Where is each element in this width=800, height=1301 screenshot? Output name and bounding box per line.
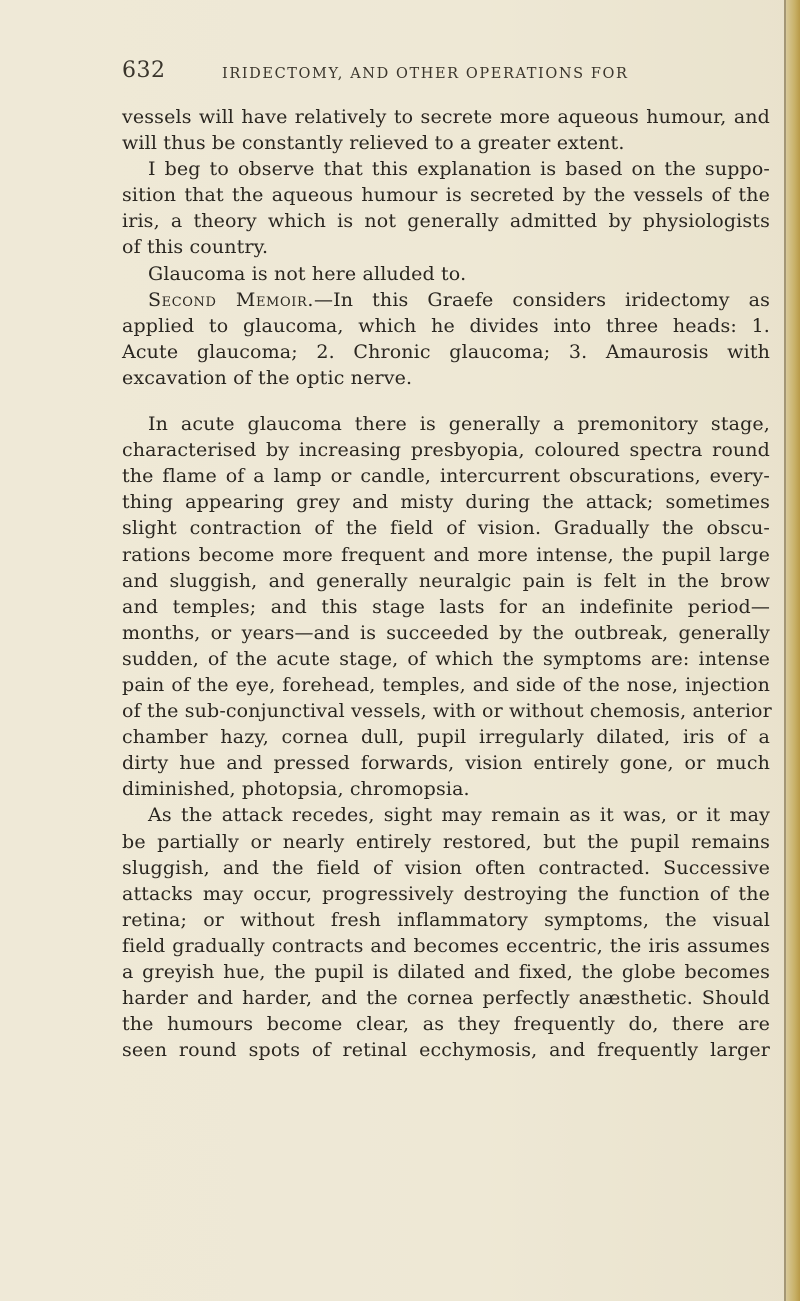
text-line: and sluggish, and generally neuralgic pain is felt in the brow (122, 569, 770, 592)
text-line: months, or years—and is succeeded by the outbreak, generally (122, 621, 770, 644)
text-line: Acute glaucoma; 2. Chronic glaucoma; 3. Amaurosis with (122, 340, 770, 363)
text-line: slight contraction of the field of vision. Gradually the obscu- (122, 517, 770, 540)
text-line: of the sub-conjunctival vessels, with or without chemosis, anterior (122, 700, 772, 723)
text-line: excavation of the optic nerve. (122, 366, 413, 389)
text-line: sition that the aqueous humour is secreted by the vessels of the (122, 184, 770, 207)
text-line: applied to glaucoma, which he divides into three heads: 1. (122, 314, 770, 337)
text-line: retina; or without fresh inflammatory symptoms, the visual (122, 908, 770, 931)
text-line: will thus be constantly relieved to a greater extent. (122, 132, 625, 155)
text-line: sudden, of the acute stage, of which the symptoms are: intense (122, 647, 770, 670)
text-line: vessels will have relatively to secrete more aqueous humour, and (122, 106, 770, 128)
text-line: harder and harder, and the cornea perfectly anæsthetic. Should (122, 987, 770, 1010)
running-head: IRIDECTOMY, AND OTHER OPERATIONS FOR (222, 66, 629, 82)
text-line: thing appearing grey and misty during the attack; sometimes (122, 491, 770, 514)
text-line-second-memoir (122, 287, 770, 313)
second-memoir-text: —In this Graefe considers iridectomy as (314, 288, 770, 311)
text-line: iris, a theory which is not generally admitted by physiologists (122, 210, 770, 233)
text-line: the humours become clear, as they frequently do, there are (122, 1013, 770, 1036)
text-line: In acute glaucoma there is generally a premonitory stage, (148, 413, 770, 436)
text-line: dirty hue and pressed forwards, vision entirely gone, or much (122, 752, 770, 775)
text-line: chamber hazy, cornea dull, pupil irregularly dilated, iris of a (122, 726, 770, 749)
page-header (122, 58, 762, 92)
text-line: characterised by increasing presbyopia, coloured spectra round (122, 439, 770, 462)
page-number: 632 (122, 58, 166, 83)
second-memoir-heading: Second Memoir. (148, 288, 314, 311)
paragraph-gap (122, 391, 770, 411)
text-line: be partially or nearly entirely restored, but the pupil remains (122, 830, 770, 853)
text-line: a greyish hue, the pupil is dilated and fixed, the globe becomes (122, 961, 770, 983)
text-line: field gradually contracts and becomes eccentric, the iris assumes (122, 934, 770, 957)
text-line: diminished, photopsia, chromopsia. (122, 778, 470, 801)
text-line: As the attack recedes, sight may remain as it was, or it may (148, 804, 770, 827)
body-text (122, 104, 770, 1063)
text-line: rations become more frequent and more intense, the pupil large (122, 543, 770, 566)
text-line: the flame of a lamp or candle, intercurrent obscurations, every- (122, 465, 770, 488)
text-line: attacks may occur, progressively destroying the function of the (122, 882, 770, 905)
binding-edge (786, 0, 800, 1301)
text-line: Glaucoma is not here alluded to. (148, 262, 467, 285)
text-line: sluggish, and the field of vision often contracted. Successive (122, 856, 770, 879)
text-line: seen round spots of retinal ecchymosis, and frequently larger (122, 1039, 770, 1062)
text-line: and temples; and this stage lasts for an indefinite period— (122, 595, 770, 618)
text-line: pain of the eye, forehead, temples, and side of the nose, injection (122, 673, 770, 696)
text-line: of this country. (122, 236, 269, 259)
text-line: I beg to observe that this explanation is based on the suppo- (148, 158, 770, 181)
